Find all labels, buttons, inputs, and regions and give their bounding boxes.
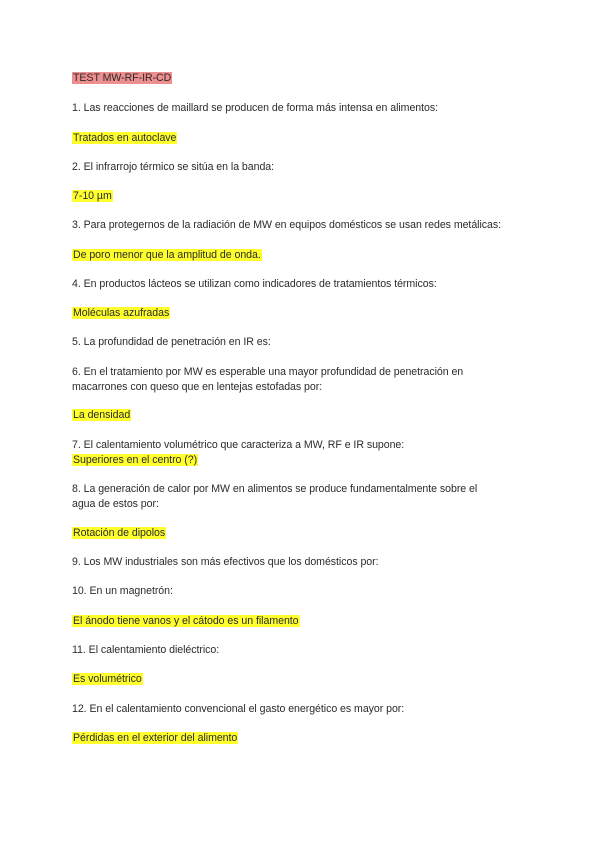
question-4: 4. En productos lácteos se utilizan como indicadores de tratamientos térmicos:	[72, 278, 437, 290]
question-6-line-1: 6. En el tratamiento por MW es esperable una mayor profundidad de penetración en	[72, 366, 464, 378]
answer-3: De poro menor que la amplitud de onda.	[73, 249, 261, 261]
question-5: 5. La profundidad de penetración en IR es:	[72, 336, 271, 348]
question-8-line-1: 8. La generación de calor por MW en alimentos se produce fundamentalmente sobre el	[72, 483, 478, 495]
answer-2: 7-10 µm	[73, 190, 112, 202]
answer-7: Superiores en el centro (?)	[73, 454, 198, 466]
question-10: 10. En un magnetrón:	[72, 585, 173, 597]
doc-title: TEST MW-RF-IR-CD	[73, 72, 172, 84]
question-6-line-2: macarrones con queso que en lentejas estofadas por:	[72, 381, 323, 393]
answer-4: Moléculas azufradas	[73, 307, 170, 319]
question-8-line-2: agua de estos por:	[72, 498, 159, 510]
answer-1: Tratados en autoclave	[73, 132, 177, 144]
answer-8: Rotación de dipolos	[73, 527, 166, 539]
question-7: 7. El calentamiento volumétrico que caracteriza a MW, RF e IR supone:	[72, 439, 405, 451]
question-2: 2. El infrarrojo térmico se sitúa en la banda:	[72, 161, 275, 173]
answer-10: El ánodo tiene vanos y el cátodo es un filamento	[73, 615, 299, 627]
answer-11: Es volumétrico	[73, 673, 142, 685]
question-11: 11. El calentamiento dieléctrico:	[72, 644, 220, 656]
question-1: 1. Las reacciones de maillard se producen de forma más intensa en alimentos:	[72, 102, 439, 114]
answer-6: La densidad	[73, 409, 131, 421]
answer-12: Pérdidas en el exterior del alimento	[73, 732, 238, 744]
question-12: 12. En el calentamiento convencional el gasto energético es mayor por:	[72, 703, 405, 715]
question-3: 3. Para protegernos de la radiación de MW en equipos domésticos se usan redes metálicas:	[72, 219, 502, 231]
question-9: 9. Los MW industriales son más efectivos que los domésticos por:	[72, 556, 379, 568]
